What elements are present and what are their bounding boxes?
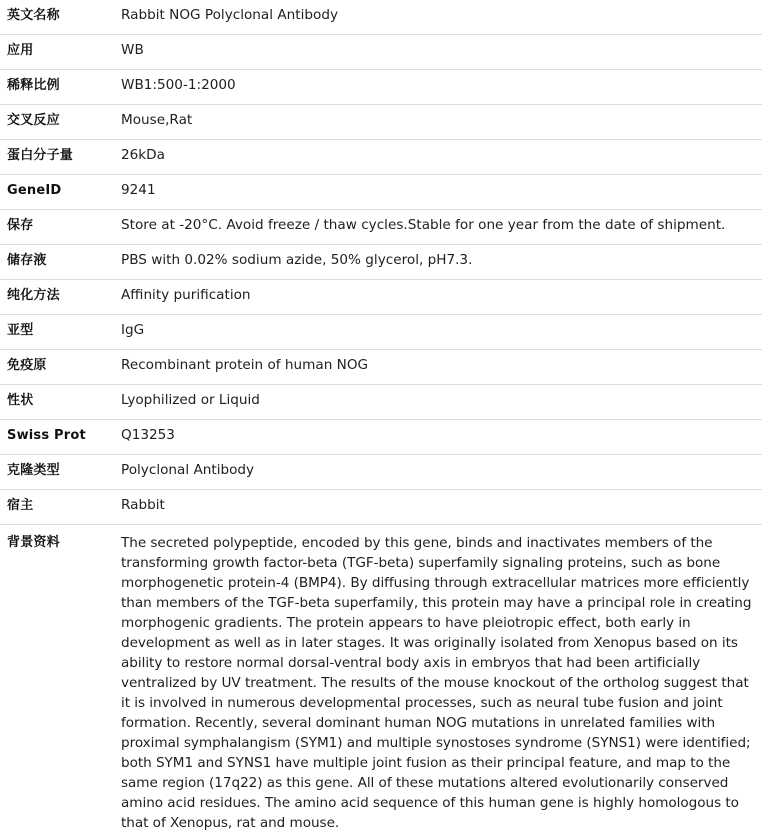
spec-row-buffer xyxy=(0,245,762,280)
spec-value: IgG xyxy=(121,322,145,338)
spec-value: Recombinant protein of human NOG xyxy=(121,357,369,373)
spec-value: 26kDa xyxy=(121,147,165,163)
spec-value: WB1:500-1:2000 xyxy=(121,77,236,93)
spec-row-purification xyxy=(0,280,762,315)
spec-label: 亚型 xyxy=(7,323,34,338)
spec-label: 交叉反应 xyxy=(7,113,60,128)
spec-label: 保存 xyxy=(7,218,34,233)
spec-value: Lyophilized or Liquid xyxy=(121,392,260,408)
background-paragraph: The secreted polypeptide, encoded by this gene, binds and inactivates members of the transforming growth factor-beta (TGF-beta) superfamily signaling proteins, such as bone morphogenetic protein-4 (BMP4). By diffusing through extracellular matrices more efficiently than members of the TGF-beta superfamily, this protein may have a principal role in creating morphogenic gradients. The protein appears to have pleiotropic effect, both early in development as well as in later stages. It was originally isolated from Xenopus based on its ability to restore normal dorsal-ventral body axis in embryos that had been artificially ventralized by UV treatment. The results of the mouse knockout of the ortholog suggest that it is involved in numerous developmental processes, such as neural tube fusion and joint formation. Recently, several dominant human NOG mutations in unrelated families with proximal symphalangism (SYM1) and multiple synostoses syndrome (SYNS1) were identified; both SYM1 and SYNS1 have multiple joint fusion as their principal feature, and map to the same region (17q22) as this gene. All of these mutations altered evolutionarily conserved amino acid residues. The amino acid sequence of this human gene is highly homologous to that of Xenopus, rat and mouse. xyxy=(121,535,752,831)
spec-value: PBS with 0.02% sodium azide, 50% glycerol, pH7.3. xyxy=(121,252,473,268)
spec-value: Rabbit NOG Polyclonal Antibody xyxy=(121,7,338,23)
spec-value: Store at -20°C. Avoid freeze / thaw cycles.Stable for one year from the date of shipment. xyxy=(121,217,726,233)
spec-row-background xyxy=(0,525,762,834)
spec-label: GeneID xyxy=(7,183,62,198)
spec-row-host xyxy=(0,490,762,525)
spec-row-cross-reactivity xyxy=(0,105,762,140)
spec-value: 9241 xyxy=(121,182,156,198)
spec-label: 应用 xyxy=(7,43,34,58)
spec-row-swiss-prot xyxy=(0,420,762,455)
spec-label: 英文名称 xyxy=(7,8,60,23)
spec-row-gene-id xyxy=(0,175,762,210)
spec-label: 克隆类型 xyxy=(7,463,60,478)
spec-row-clonality xyxy=(0,455,762,490)
spec-label: 宿主 xyxy=(7,498,34,513)
spec-row-immunogen xyxy=(0,350,762,385)
spec-value: Rabbit xyxy=(121,497,165,513)
spec-value: Mouse,Rat xyxy=(121,112,193,128)
spec-row-dilution xyxy=(0,70,762,105)
spec-label: 性状 xyxy=(7,393,34,408)
spec-label: 蛋白分子量 xyxy=(7,148,74,163)
spec-row-english-name xyxy=(0,0,762,35)
spec-value: Q13253 xyxy=(121,427,175,443)
spec-row-molecular-weight xyxy=(0,140,762,175)
spec-label: Swiss Prot xyxy=(7,428,86,443)
spec-value: Polyclonal Antibody xyxy=(121,462,255,478)
spec-label: 免疫原 xyxy=(7,358,47,373)
spec-row-storage xyxy=(0,210,762,245)
spec-row-isotype xyxy=(0,315,762,350)
spec-label: 背景资料 xyxy=(7,535,60,550)
spec-label: 储存液 xyxy=(7,253,47,268)
spec-row-application xyxy=(0,35,762,70)
spec-label: 纯化方法 xyxy=(7,288,60,303)
spec-row-form xyxy=(0,385,762,420)
spec-value: Affinity purification xyxy=(121,287,251,303)
spec-label: 稀释比例 xyxy=(7,78,60,93)
spec-value: WB xyxy=(121,42,144,58)
